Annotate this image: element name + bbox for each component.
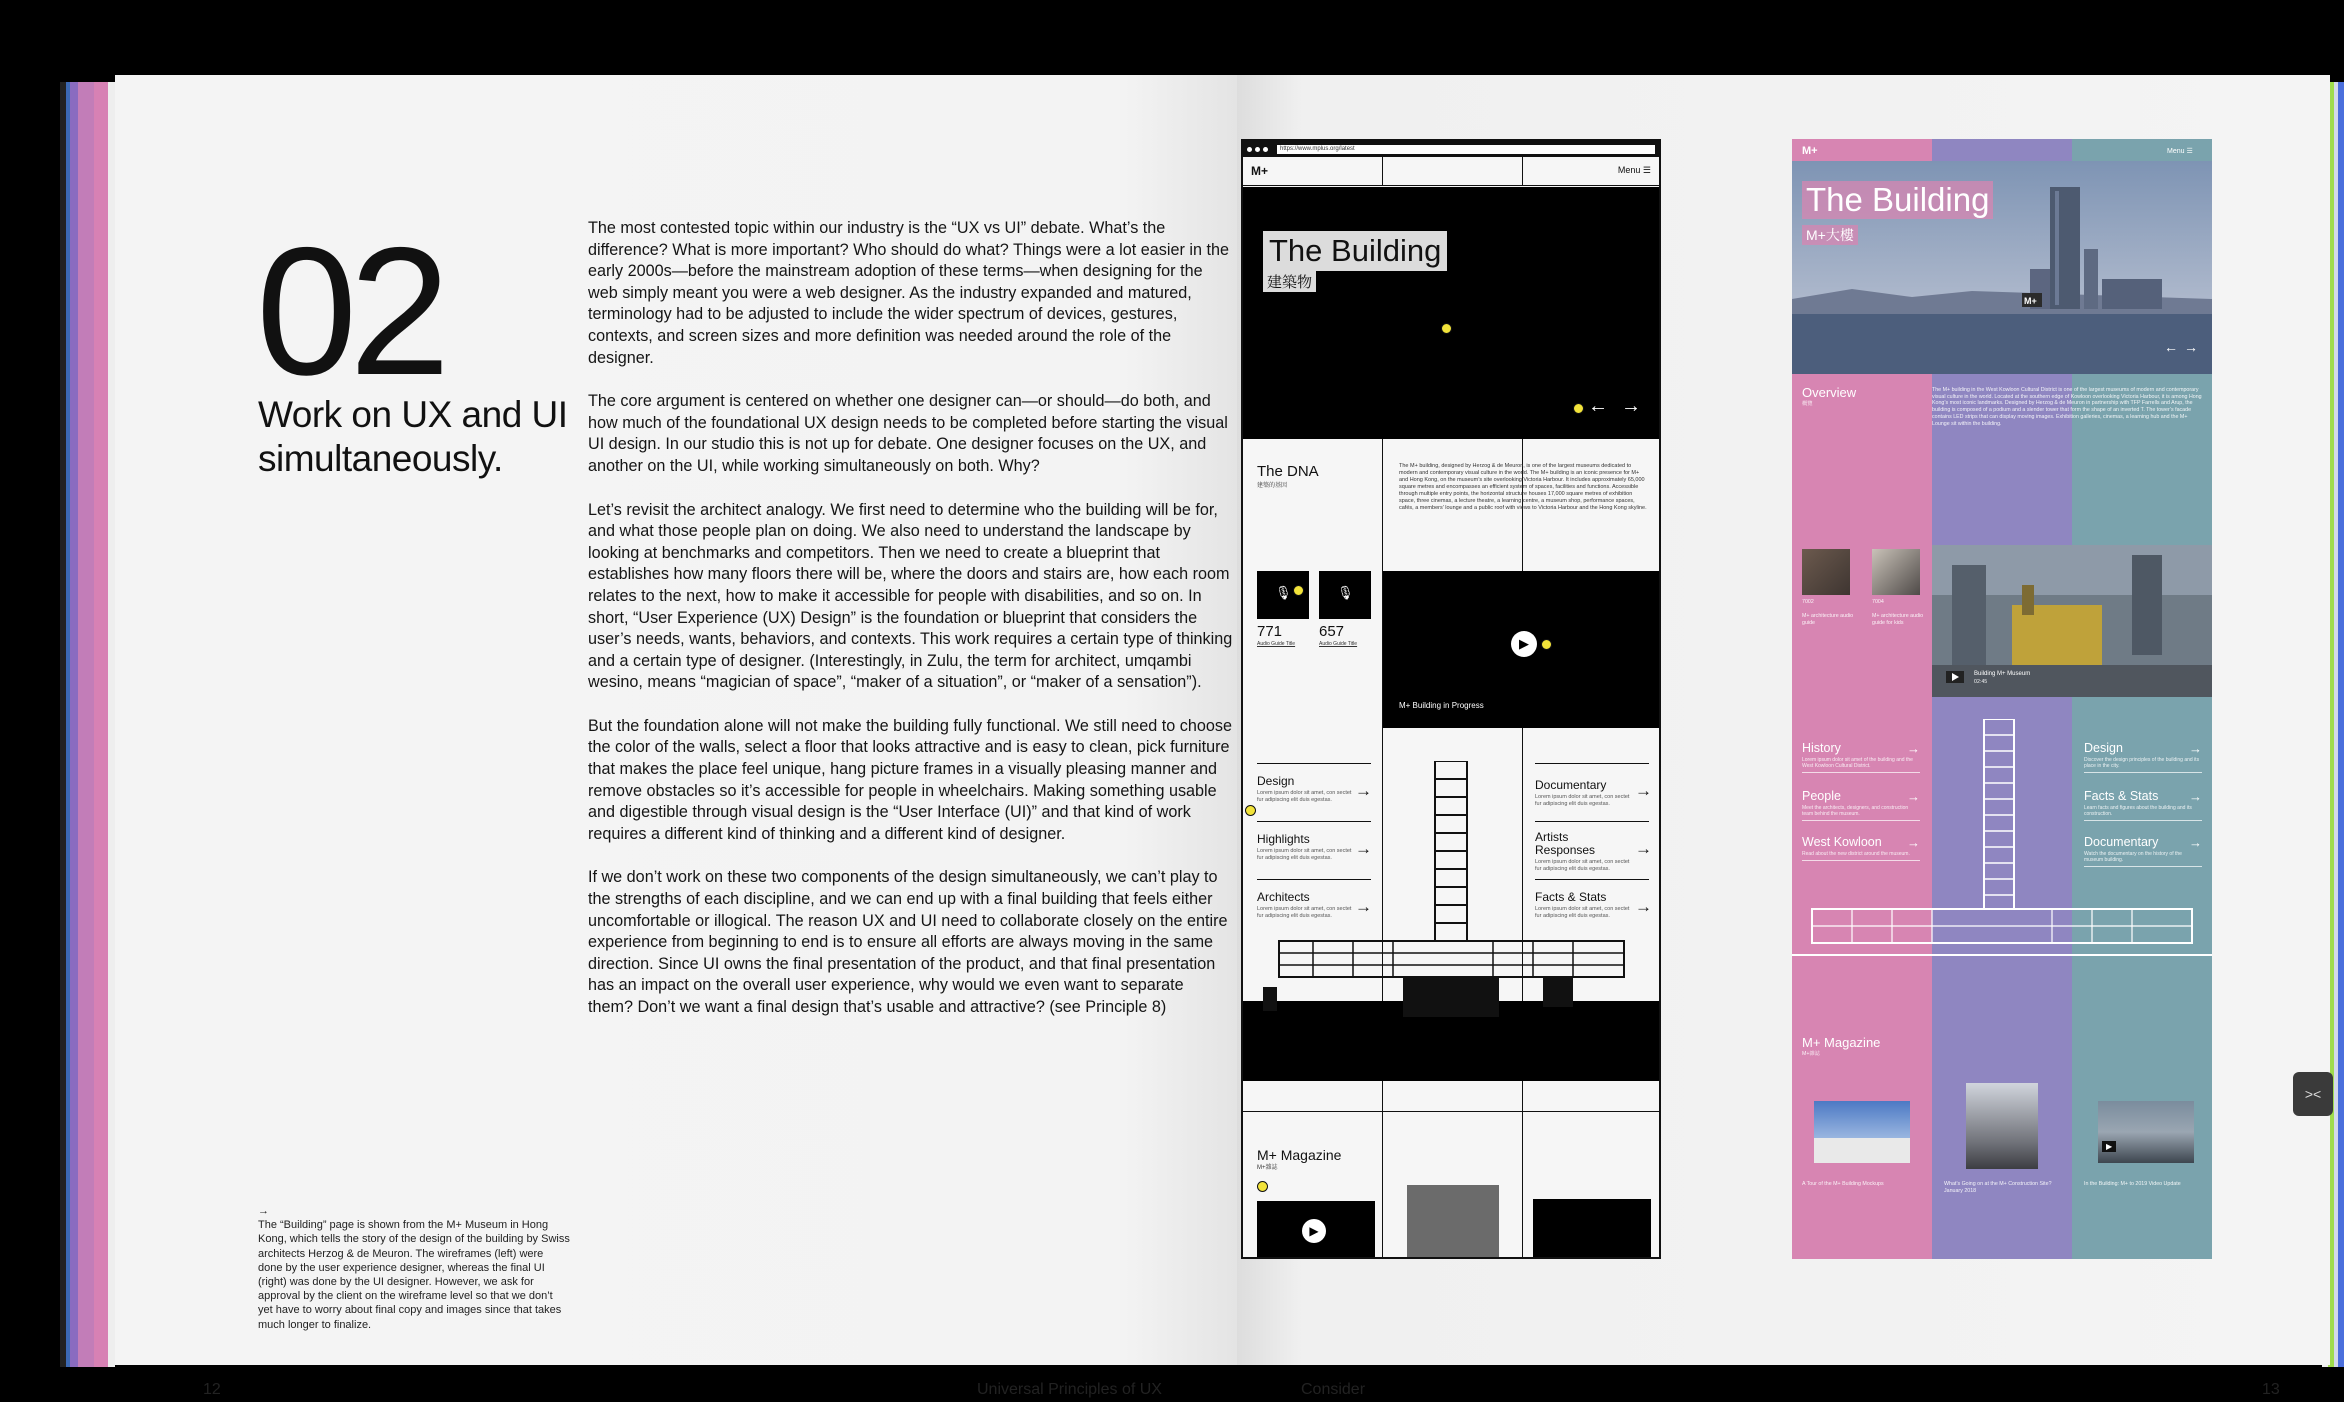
arrow-right-icon[interactable]: → xyxy=(1635,781,1652,800)
fd-link-desc: Learn facts and figures about the building and its construction. xyxy=(2084,805,2192,817)
paragraph: Let’s revisit the architect analogy. We first need to determine who the building will be for, and what those people plan on doing. We also need to understand the landscape by looking at benchmarks and competitors. Then we need to create a blueprint that establishes how many floors there will be, where the doors and stairs are, how each room relates to the next, how to make it accessible for people with disabilities, and so on. In short, “User Experience (UX) Design” is the foundation or blueprint that considers the user’s needs, wants, behaviors, and contexts. This work requires a certain type of thinking and a certain type of designer. (Interestingly, in Zulu, the term for architect, umqambi wesino, means “magician of space”, “maker of a situation”, or “maker of a sensation”). xyxy=(588,500,1233,692)
fd-link-desc: Read about the new district around the museum. xyxy=(1802,851,1910,857)
wf-audio-caption[interactable]: Audio Guide Title xyxy=(1319,641,1358,647)
play-button-icon[interactable]: ▶ xyxy=(1511,631,1537,657)
paragraph: The core argument is centered on whether one designer can—or should—do both, and how much of the foundational UX design needs to be completed before starting the visual UI design. In our studio this is not up for debate. One designer focuses on the UX, and another on the UI, while working simultaneously on both. Why? xyxy=(588,392,1228,475)
fd-video-title: Building M+ Museum xyxy=(1974,671,2031,677)
fd-magazine-item[interactable]: A Tour of the M+ Building Mockups xyxy=(1802,1181,1884,1187)
wf-link-desc: Lorem ipsum dolor sit amet, con sectet fur adipiscing elit duis egestas. xyxy=(1535,794,1630,807)
fd-overview-text: The M+ building in the West Kowloon Cultural District is one of the largest museums of modern and contemporary visual culture in the world. Located at the southern edge of Kowloon overlooking Victoria Harbour, it is among Hong Kong’s most iconic landmarks. Designed by Herzog & de Meuron in partnership with TFP Farrells and Arup, the building is composed of a podium and a slender tower that form the shape of an inverted T. The tower’s facade contains LED strips that can display moving images. Exhibition galleries, cinemas, a learning hub and the M+ Lounge sit within the building. xyxy=(1932,387,2202,427)
arrow-right-icon: → xyxy=(1907,835,1920,850)
fd-link-facts-stats[interactable] xyxy=(2084,789,2202,821)
wf-link-title: Design xyxy=(1257,774,1295,788)
chapter-title: Work on UX and UI simultaneously. xyxy=(258,394,568,479)
annotation-dot-icon xyxy=(1441,323,1452,334)
fd-hero-subtitle: M+大樓 xyxy=(1802,225,1858,245)
svg-text:M+: M+ xyxy=(2024,296,2037,306)
arrow-right-icon: → xyxy=(2189,741,2202,756)
fd-overview-title: Overview xyxy=(1802,385,1857,400)
fd-magazine-item[interactable]: What’s Going on at the M+ Construction Site? January 2018 xyxy=(1944,1181,2052,1194)
wf-video[interactable] xyxy=(1383,571,1661,728)
annotation-dot-icon xyxy=(1293,585,1304,596)
fd-link-title: Design xyxy=(2084,741,2123,755)
fd-link-desc: Meet the architects, designers, and construction team behind the museum. xyxy=(1802,805,1909,817)
wf-magazine-card[interactable] xyxy=(1407,1185,1499,1259)
wf-audio-number: 771 xyxy=(1257,623,1283,640)
arrow-right-icon: → xyxy=(1907,741,1920,756)
figure-caption xyxy=(258,1204,570,1332)
fd-prev-arrow-icon[interactable]: ← xyxy=(2164,339,2178,355)
wf-divider xyxy=(1243,1111,1661,1112)
wf-dna-subtitle: 建築的基因 xyxy=(1257,483,1288,489)
fd-logo[interactable]: M+ xyxy=(1802,145,1818,157)
wf-link-desc: Lorem ipsum dolor sit amet, con sectet fur adipiscing elit duis egestas. xyxy=(1535,859,1630,872)
fd-magazine-image[interactable] xyxy=(2098,1101,2194,1163)
wf-magazine-title: M+ Magazine xyxy=(1257,1147,1342,1163)
wf-audio-tile[interactable] xyxy=(1319,571,1371,619)
running-head-left: Universal Principles of UX xyxy=(977,1381,1162,1398)
annotation-dot-icon xyxy=(1257,1181,1268,1192)
fd-link-documentary[interactable] xyxy=(2084,835,2202,867)
play-button-icon[interactable]: ▶ xyxy=(2102,1141,2116,1152)
window-dot-icon xyxy=(1263,147,1268,152)
wf-video-caption: M+ Building in Progress xyxy=(1399,701,1484,710)
wf-logo[interactable]: M+ xyxy=(1251,164,1269,178)
body-text xyxy=(588,218,1233,1041)
fd-next-arrow-icon[interactable]: → xyxy=(2184,339,2198,355)
wf-link-title: Artists Responses xyxy=(1535,830,1596,857)
fd-audio-label[interactable]: M+ architecture audio guide for kids xyxy=(1872,613,1924,626)
arrow-right-icon: → xyxy=(2189,789,2202,804)
arrow-right-icon[interactable]: → xyxy=(1355,839,1372,858)
window-dot-icon xyxy=(1255,147,1260,152)
fd-link-design[interactable] xyxy=(2084,741,2202,773)
wf-grid-line xyxy=(1522,157,1523,185)
wf-link-title: Highlights xyxy=(1257,832,1310,846)
wf-link-title: Facts & Stats xyxy=(1535,890,1607,904)
final-ui-mockup xyxy=(1792,139,2212,1259)
arrow-right-icon: → xyxy=(1907,789,1920,804)
arrow-right-icon[interactable]: → xyxy=(1635,839,1652,858)
fd-magazine-item[interactable]: In the Building: M+ to 2019 Video Update xyxy=(2084,1181,2181,1187)
fd-link-desc: Lorem ipsum dolor sit amet of the building and the West Kowloon Cultural District. xyxy=(1802,757,1913,769)
browser-chrome xyxy=(1243,141,1659,157)
annotation-dot-icon xyxy=(1541,639,1552,650)
paragraph: But the foundation alone will not make the building fully functional. We still need to choose the color of the walls, select a floor that looks attractive and is easy to clean, pick furniture that makes the place feel unique, hang picture frames in a visually pleasing manner and remove obstacles so it’s accessible for people in wheelchairs. Making something usable and digestible through visual design is the “User Interface (UI)” and that kind of work requires a different kind of thinking and a different kind of designer. xyxy=(588,716,1233,843)
wf-menu-button[interactable]: Menu ☰ xyxy=(1617,165,1651,175)
running-head-right: Consider xyxy=(1301,1381,1366,1398)
wf-hero xyxy=(1243,187,1659,439)
wf-audio-number: 657 xyxy=(1319,623,1345,640)
caption-text: The “Building” page is shown from the M+ Museum in Hong Kong, which tells the story of the design of the building by Swiss architects Herzog & de Meuron. The wireframes (left) were done by the user experience designer, whereas the final UI (right) was done by the UI designer. However, we ask for approval by the client on the wireframe level so that we don’t yet have to worry about final copy and images since that takes much longer to finalize. xyxy=(258,1219,570,1331)
fd-link-west-kowloon[interactable] xyxy=(1802,835,1920,861)
fd-audio-number: 7004 xyxy=(1872,599,1884,605)
fd-magazine-image[interactable] xyxy=(1814,1101,1910,1163)
fd-link-title: Facts & Stats xyxy=(2084,789,2159,803)
arrow-right-icon: → xyxy=(2189,835,2202,850)
fd-magazine-image[interactable] xyxy=(1966,1083,2038,1169)
fd-link-title: History xyxy=(1802,741,1841,755)
prev-arrow-icon[interactable]: ← xyxy=(1588,395,1608,417)
next-arrow-icon[interactable]: → xyxy=(1621,395,1641,417)
wf-audio-caption[interactable]: Audio Guide Title xyxy=(1257,641,1296,647)
fd-link-title: Documentary xyxy=(2084,835,2159,849)
fd-menu-button[interactable]: Menu ☰ xyxy=(2167,148,2193,155)
caption-arrow-icon: → xyxy=(258,1205,269,1217)
left-page xyxy=(115,75,1237,1398)
page-number-right: 13 xyxy=(2262,1381,2280,1398)
fd-magazine-subtitle: M+雜誌 xyxy=(1802,1051,1821,1057)
microphone-icon: 🎙 xyxy=(1275,585,1292,600)
fd-audio-thumb[interactable] xyxy=(1802,549,1850,595)
wf-nav xyxy=(1243,157,1659,186)
arrow-right-icon[interactable]: → xyxy=(1355,781,1372,800)
fd-overview-subtitle: 概覽 xyxy=(1802,401,1813,407)
fd-magazine-title: M+ Magazine xyxy=(1802,1035,1881,1050)
wf-link-desc: Lorem ipsum dolor sit amet, con sectet fur adipiscing elit duis egestas. xyxy=(1257,906,1352,919)
arrow-right-icon[interactable]: → xyxy=(1635,897,1652,916)
wireframe-mockup xyxy=(1241,139,1661,1259)
fd-audio-thumb[interactable] xyxy=(1872,549,1920,595)
fd-link-history[interactable] xyxy=(1802,741,1920,773)
fd-link-title: People xyxy=(1802,789,1841,803)
collapse-toggle-icon[interactable]: >< xyxy=(2293,1072,2333,1116)
arrow-right-icon[interactable]: → xyxy=(1355,897,1372,916)
fd-link-desc: Discover the design principles of the building and its place in the city. xyxy=(2084,757,2200,769)
wf-link-desc: Lorem ipsum dolor sit amet, con sectet fur adipiscing elit duis egestas. xyxy=(1535,906,1630,919)
wf-link-desc: Lorem ipsum dolor sit amet, con sectet fur adipiscing elit duis egestas. xyxy=(1257,790,1352,803)
url-bar[interactable]: https://www.mplus.org/latest xyxy=(1277,145,1655,154)
play-button-icon[interactable]: ▶ xyxy=(1302,1219,1326,1243)
fd-link-title: West Kowloon xyxy=(1802,835,1882,849)
chapter-number: 02 xyxy=(256,209,443,413)
fd-hero-image xyxy=(1792,139,2212,374)
wf-grid-line xyxy=(1382,157,1383,185)
wf-dna-text: The M+ building, designed by Herzog & de Meuron, is one of the largest museums dedicated to modern and contemporary visual culture in the world. The M+ building is an iconic presence for M+ and Hong Kong, on the museum’s site overlooking Victoria Harbour. It includes approximately 65,000 square metres and encompasses an efficient system of spaces, facilities and functions. Accessible through multiple entry points, the horizontal structure houses 17,000 square metres of exhibition space, three cinemas, a lecture theatre, a learning centre, a museum shop, performance spaces, cafés, a members’ lounge and a public roof with views to Victoria Harbour and the Hong Kong skyline. xyxy=(1399,463,1647,511)
fd-video-duration: 02:45 xyxy=(1974,679,1988,685)
wf-hero-title: The Building xyxy=(1263,231,1447,271)
wf-magazine-subtitle: M+雜誌 xyxy=(1257,1165,1278,1171)
annotation-dot-icon xyxy=(1573,403,1584,414)
paragraph: If we don’t work on these two components of the design simultaneously, we can’t play to the strengths of each discipline, and we can end up with a final building that feels either uncomfortable or illogical. The reason UX and UI need to collaborate closely on the entire experience from beginning to end is to ensure all efforts are always moving in the same direction. Since UI owns the final presentation of the product, and that final presentation has an impact on the overall user experience, why would we even want to separate them? Don’t we want a final design that’s usable and attractive? (see Principle 8) xyxy=(588,868,1228,1016)
window-dot-icon xyxy=(1247,147,1252,152)
wf-hero-subtitle: 建築物 xyxy=(1263,271,1316,292)
page-edge-left xyxy=(60,82,115,1367)
wf-link-title: Architects xyxy=(1257,890,1310,904)
wf-magazine-card[interactable] xyxy=(1533,1199,1651,1259)
fd-audio-number: 7002 xyxy=(1802,599,1814,605)
wf-link-title: Documentary xyxy=(1535,778,1607,792)
wf-magazine-card[interactable] xyxy=(1257,1201,1375,1259)
wf-dna-title: The DNA xyxy=(1257,463,1319,480)
fd-link-people[interactable] xyxy=(1802,789,1920,821)
wf-link-desc: Lorem ipsum dolor sit amet, con sectet fur adipiscing elit duis egestas. xyxy=(1257,848,1352,861)
fd-audio-label[interactable]: M+ architecture audio guide xyxy=(1802,613,1854,626)
microphone-icon: 🎙 xyxy=(1337,585,1354,600)
fd-hero-title: The Building xyxy=(1802,181,1993,219)
fd-link-desc: Watch the documentary on the history of the museum building. xyxy=(2084,851,2182,863)
paragraph: The most contested topic within our industry is the “UX vs UI” debate. What’s the difference? What is more important? Who should do what? Things were a lot easier in the early 2000s—before the mainstream adoption of these terms—when designing for the web simply meant you were a web designer. As the industry expanded and matured, terminology had to be adjusted to include the wider spectrum of devices, gestures, contexts, and screen sizes and more definition was needed around the role of the designer. xyxy=(588,219,1229,367)
page-number-left: 12 xyxy=(203,1381,221,1398)
